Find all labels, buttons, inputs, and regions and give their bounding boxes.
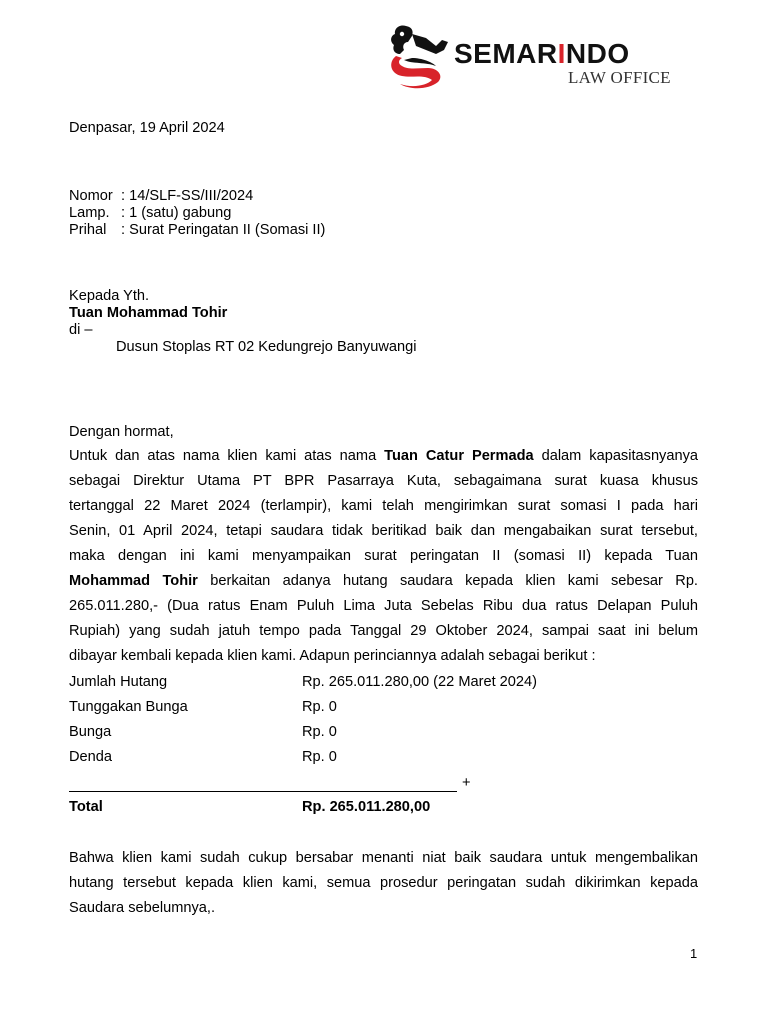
recipient-di: di – <box>69 322 93 338</box>
letter-meta <box>69 188 325 239</box>
breakdown-row: Bunga Rp. 0 <box>69 724 337 740</box>
sum-divider <box>69 791 457 792</box>
salutation: Dengan hormat, <box>69 424 174 440</box>
recipient-name: Tuan Mohammad Tohir <box>69 305 228 321</box>
body1-line: tertanggal 22 Maret 2024 (terlampir), kami telah mengirimkan surat somasi I pada hari <box>69 498 698 514</box>
plus-sign: + <box>462 775 471 791</box>
breakdown-row: Denda Rp. 0 <box>69 749 337 765</box>
logo-wordmark: SEMARINDO <box>454 38 630 69</box>
body-paragraph-2 <box>69 846 698 921</box>
recipient-address: Dusun Stoplas RT 02 Kedungrejo Banyuwangi <box>116 339 417 355</box>
meta-prihal: Prihal : Surat Peringatan II (Somasi II) <box>69 222 326 238</box>
body2-line: hutang tersebut kepada klien kami, semua prosedur peringatan sudah dikirimkan kepada <box>69 875 698 891</box>
recipient-greeting: Kepada Yth. <box>69 288 150 304</box>
breakdown-row: Tunggakan Bunga Rp. 0 <box>69 699 337 715</box>
body1-line: maka dengan ini kami menyampaikan surat peringatan II (somasi II) kepada Tuan <box>69 548 698 564</box>
company-logo <box>386 20 696 92</box>
total-row: Total Rp. 265.011.280,00 <box>69 799 431 815</box>
lion-logo-icon <box>386 20 456 92</box>
meta-lamp: Lamp. : 1 (satu) gabung <box>69 205 232 221</box>
body1-line: Mohammad Tohir berkaitan adanya hutang saudara kepada klien kami sebesar Rp. <box>69 573 698 589</box>
body1-line: Rupiah) yang sudah jatuh tempo pada Tanggal 29 Oktober 2024, sampai saat ini belum <box>69 623 698 639</box>
body2-line: Bahwa klien kami sudah cukup bersabar menanti niat baik saudara untuk mengembalikan <box>69 850 698 866</box>
meta-nomor: Nomor : 14/SLF-SS/III/2024 <box>69 188 254 204</box>
body1-line: 265.011.280,- (Dua ratus Enam Puluh Lima Juta Sebelas Ribu dua ratus Delapan Puluh <box>69 598 698 614</box>
page-number: 1 <box>690 946 698 961</box>
body1-line: Senin, 01 April 2024, tetapi saudara tidak beritikad baik dan mengabaikan surat tersebut, <box>69 523 698 539</box>
breakdown-row: Jumlah Hutang Rp. 265.011.280,00 (22 Maret 2024) <box>69 674 538 690</box>
body-paragraph-1 <box>69 444 698 669</box>
recipient-block <box>69 288 416 356</box>
body1-line: dibayar kembali kepada klien kami. Adapun perinciannya adalah sebagai berikut : <box>69 648 596 664</box>
body2-line: Saudara sebelumnya,. <box>69 900 216 916</box>
place-date: Denpasar, 19 April 2024 <box>69 120 225 136</box>
body1-line: sebagai Direktur Utama PT BPR Pasarraya Kuta, sebagaimana surat kuasa khusus <box>69 473 698 489</box>
logo-subtitle: LAW OFFICE <box>568 68 671 87</box>
body1-line: Untuk dan atas nama klien kami atas nama Tuan Catur Permada dalam kapasitasnyanya <box>69 448 699 464</box>
